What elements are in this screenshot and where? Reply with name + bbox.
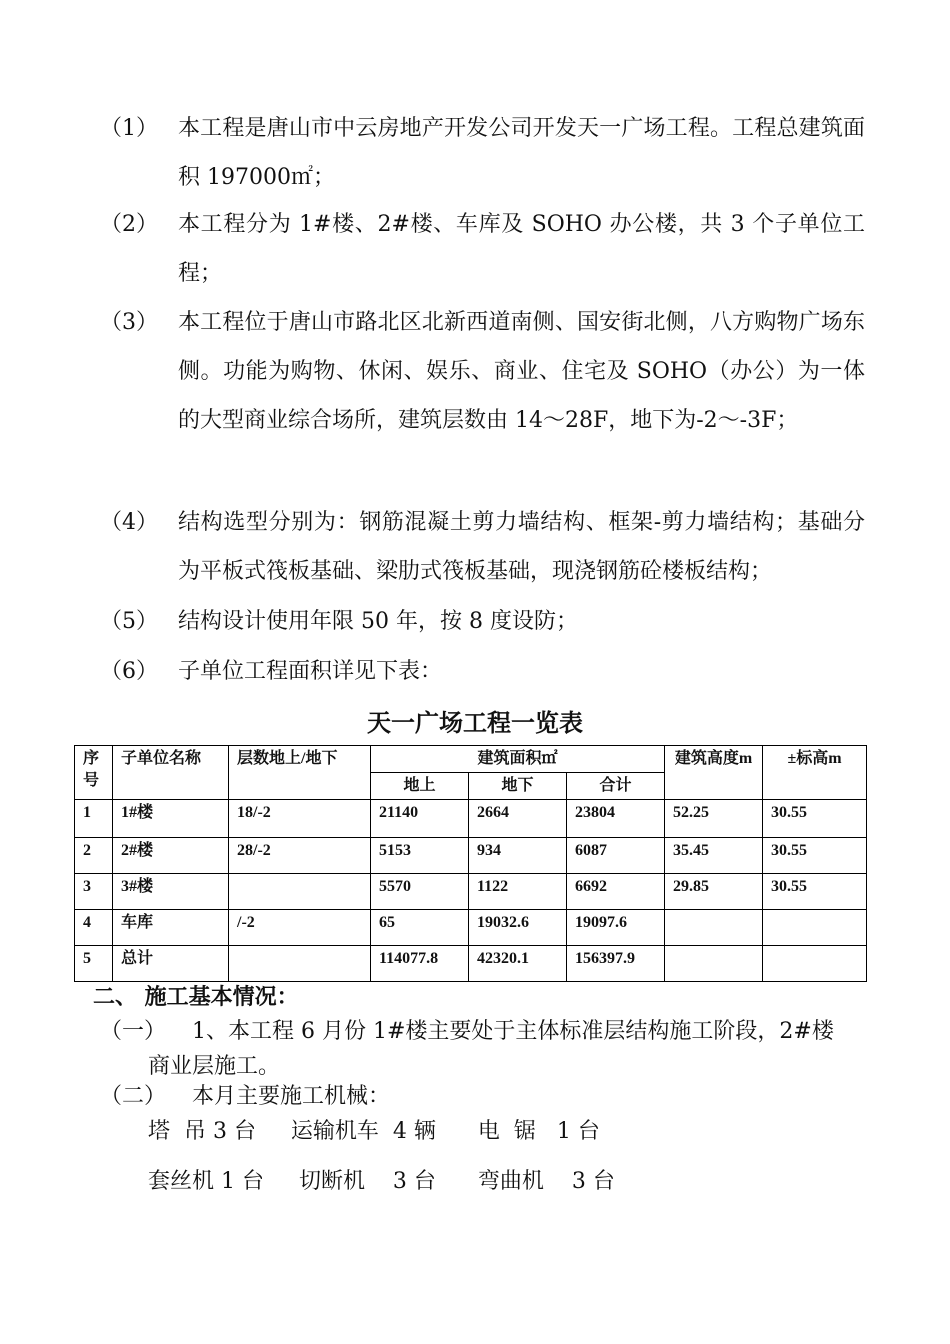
table-cell: /-2	[229, 910, 371, 946]
sub-text-1-cont: 商业层施工。	[148, 1054, 281, 1079]
header-area: 建筑面积㎡	[371, 746, 665, 773]
item-number: （6）	[100, 659, 158, 684]
header-index: 序号	[75, 746, 113, 800]
table-cell: 车库	[113, 910, 229, 946]
header-below: 地下	[469, 773, 567, 800]
header-total: 合计	[567, 773, 665, 800]
item-number: （1）	[100, 116, 158, 141]
list-item-5	[100, 597, 865, 646]
table-cell: 6087	[567, 838, 665, 874]
sub-text-1: 1、本工程 6 月份 1#楼主要处于主体标准层结构施工阶段，2#楼	[192, 1019, 834, 1044]
table-cell: 19097.6	[567, 910, 665, 946]
table-cell: 28/-2	[229, 838, 371, 874]
table-cell: 1122	[469, 874, 567, 910]
table-cell: 29.85	[665, 874, 763, 910]
table-cell: 30.55	[763, 838, 867, 874]
table-cell	[763, 910, 867, 946]
project-table	[74, 745, 867, 982]
item-text: 结构选型分别为：钢筋混凝土剪力墙结构、框架-剪力墙结构；基础分为平板式筏板基础、梁肋式筏板基础，现浇钢筋砼楼板结构；	[178, 510, 865, 584]
table-cell: 18/-2	[229, 800, 371, 838]
table-cell: 4	[75, 910, 113, 946]
sub-text-2: 本月主要施工机械：	[192, 1084, 391, 1109]
table-cell: 30.55	[763, 800, 867, 838]
item-text: 本工程分为 1#楼、2#楼、车库及 SOHO 办公楼，共 3 个子单位工程；	[178, 212, 865, 286]
table-cell	[229, 874, 371, 910]
section-heading: 二、 施工基本情况：	[93, 984, 299, 1010]
header-name: 子单位名称	[113, 746, 229, 800]
header-elevation: ±标高m	[763, 746, 867, 800]
table-cell: 总计	[113, 946, 229, 982]
table-cell: 6692	[567, 874, 665, 910]
header-above: 地上	[371, 773, 469, 800]
list-item-2	[100, 200, 865, 298]
sub-number-2: （二）	[100, 1084, 167, 1109]
table-title: 天一广场工程一览表	[367, 708, 583, 737]
list-item-3	[100, 298, 865, 445]
item-text: 本工程位于唐山市路北区北新西道南侧、国安街北侧，八方购物广场东侧。功能为购物、休闲、娱乐、商业、住宅及 SOHO（办公）为一体的大型商业综合场所，建筑层数由 14～28F，地下为-2～-3F；	[178, 310, 865, 433]
table-row	[75, 800, 867, 838]
table-cell: 52.25	[665, 800, 763, 838]
table-body	[75, 800, 867, 982]
table-cell: 156397.9	[567, 946, 665, 982]
table-cell: 42320.1	[469, 946, 567, 982]
item-number: （4）	[100, 510, 158, 535]
table-header-row	[75, 746, 867, 773]
table-cell	[229, 946, 371, 982]
list-item-1	[100, 104, 865, 202]
list-item-4	[100, 498, 865, 596]
header-floors: 层数地上/地下	[229, 746, 371, 800]
table-row	[75, 946, 867, 982]
table-cell: 21140	[371, 800, 469, 838]
table-cell: 19032.6	[469, 910, 567, 946]
table-cell: 1	[75, 800, 113, 838]
table-row	[75, 874, 867, 910]
table-cell: 23804	[567, 800, 665, 838]
table-row	[75, 838, 867, 874]
table-cell: 65	[371, 910, 469, 946]
item-text: 本工程是唐山市中云房地产开发公司开发天一广场工程。工程总建筑面积 197000㎡；	[178, 116, 865, 190]
table-cell	[763, 946, 867, 982]
item-number: （3）	[100, 310, 158, 335]
equipment-line-2: 套丝机 1 台 切断机 3 台 弯曲机 3 台	[148, 1169, 615, 1194]
table-cell: 3	[75, 874, 113, 910]
table-cell: 30.55	[763, 874, 867, 910]
table-cell: 2664	[469, 800, 567, 838]
table-cell: 1#楼	[113, 800, 229, 838]
table-cell: 2#楼	[113, 838, 229, 874]
item-text: 结构设计使用年限 50 年，按 8 度设防；	[178, 609, 578, 634]
table-cell: 3#楼	[113, 874, 229, 910]
table-cell: 5	[75, 946, 113, 982]
table-cell: 2	[75, 838, 113, 874]
table-cell	[665, 910, 763, 946]
item-number: （5）	[100, 609, 158, 634]
table-cell: 5570	[371, 874, 469, 910]
table-cell: 5153	[371, 838, 469, 874]
item-number: （2）	[100, 212, 158, 237]
equipment-line-1: 塔 吊 3 台 运输机车 4 辆 电 锯 1 台	[148, 1119, 600, 1144]
table-cell: 934	[469, 838, 567, 874]
header-height: 建筑高度m	[665, 746, 763, 800]
list-item-6	[100, 647, 865, 696]
table-row	[75, 910, 867, 946]
table-cell: 35.45	[665, 838, 763, 874]
item-text: 子单位工程面积详见下表：	[178, 659, 443, 684]
table-cell	[665, 946, 763, 982]
table-cell: 114077.8	[371, 946, 469, 982]
sub-number-1: （一）	[100, 1019, 167, 1044]
